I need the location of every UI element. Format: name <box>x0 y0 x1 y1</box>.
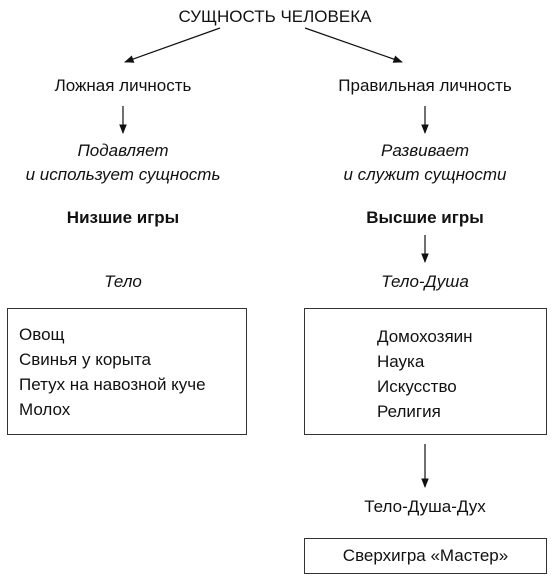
final-box-label: Сверхигра «Мастер» <box>342 546 509 565</box>
right-box-item: Наука <box>377 352 425 371</box>
diagram-title: СУЩНОСТЬ ЧЕЛОВЕКА <box>178 7 372 26</box>
right-personality: Правильная личность <box>338 76 512 95</box>
left-box-item: Овощ <box>19 325 65 344</box>
left-personality: Ложная личность <box>54 76 192 95</box>
right-action-line2: и служит сущности <box>343 165 507 184</box>
left-games: Низшие игры <box>66 208 180 227</box>
left-action-line1: Подавляет <box>77 141 169 160</box>
left-action-line2: и использует сущность <box>25 165 221 184</box>
right-games: Высшие игры <box>366 208 484 227</box>
arrow-title-to-right <box>305 28 402 62</box>
right-box-item: Искусство <box>377 377 457 396</box>
right-games-box <box>304 308 547 435</box>
right-action-line1: Развивает <box>380 141 470 160</box>
left-box-item: Молох <box>19 400 71 419</box>
left-level: Тело <box>104 272 142 291</box>
right-level: Тело-Душа <box>381 272 469 291</box>
right-box-item: Домохозяин <box>377 327 473 346</box>
final-box <box>304 538 547 574</box>
right-box-item: Религия <box>377 402 441 421</box>
arrow-title-to-left <box>125 28 220 62</box>
right-level2: Тело-Душа-Дух <box>364 497 486 516</box>
left-box-item: Свинья у корыта <box>19 350 152 369</box>
left-box-item: Петух на навозной куче <box>19 375 206 394</box>
left-games-box <box>7 308 247 435</box>
